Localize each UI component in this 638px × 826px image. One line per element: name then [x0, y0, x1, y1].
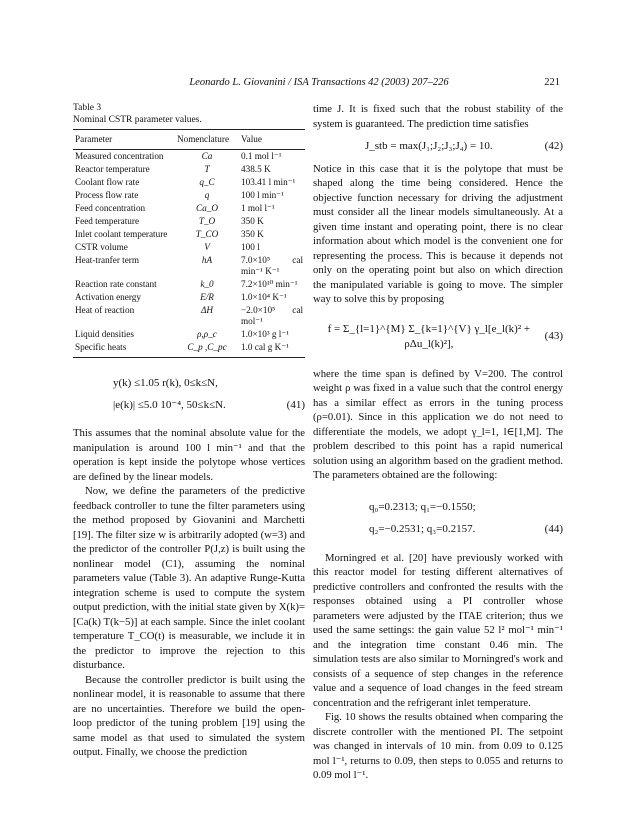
paragraph: Now, we define the parameters of the predictive feedback controller to tune the filter parameters using the method proposed by Giovanini and Marchetti [19]. The filter size w is arbitrarily adopted (w=3) and the predictor of the controller P(J,z) is built using the nonlinear model (C1), assuming the nominal parameters value (Table 3). An adaptive Runge-Kutta integration scheme is used to compute the system output prediction, with the initial state given by X(k)=[Ca(k) T(k−5)] at each sample. Since the inlet coolant temperature T_CO(t) is measurable, we include it in the predictor to improve the rejection to this disturbance.	[73, 485, 305, 671]
value-cell: 350 K	[241, 216, 264, 226]
table-title: Nominal CSTR parameter values.	[73, 115, 202, 125]
table-row	[73, 189, 305, 202]
value-cell: 7.0×10⁵ cal min⁻¹ K⁻¹	[241, 255, 303, 276]
parameter-cell: Feed temperature	[75, 216, 140, 226]
table-row	[73, 241, 305, 254]
table-row	[73, 163, 305, 176]
paragraph: Because the controller predictor is built using the nonlinear model, it is reasonable to assume that there are no uncertainties. Therefore we build the open-loop predictor of the tuning problem [19] using the same model as that used to simulated the system output. Finally, we choose the prediction	[73, 673, 305, 758]
nomenclature-cell: Ca_O	[196, 203, 218, 213]
equation-42	[313, 139, 563, 154]
nomenclature-cell: hA	[201, 255, 213, 265]
value-cell: 1.0×10³ g l⁻¹	[241, 329, 289, 339]
equation-line: |e(k)| ≤5.0 10⁻⁴, 50≤k≤N.	[113, 398, 226, 411]
value-cell: 1.0 cal g K⁻¹	[239, 341, 305, 358]
table-caption	[73, 102, 305, 126]
right-column	[313, 102, 563, 783]
column-header: Nomenclature	[175, 130, 239, 150]
table-row	[73, 228, 305, 241]
paragraph: time J. It is fixed such that the robust stability of the system is guaranteed. The prediction time satisfies	[313, 103, 563, 130]
nomenclature-cell: E/R	[200, 292, 214, 302]
nomenclature-cell: V	[204, 242, 210, 252]
parameter-cell: Measured concentration	[75, 151, 164, 161]
parameter-cell: Activation energy	[75, 292, 141, 302]
value-cell: 0.1 mol l⁻¹	[241, 151, 282, 161]
paragraph: This assumes that the nominal absolute value for the manipulation is around 100 l min⁻¹ and that the operation is kept inside the polytope whose vertices are defined by the linear models.	[73, 427, 305, 483]
equation-41	[73, 372, 305, 416]
paragraph: Morningred et al. [20] have previously worked with this reactor model for testing different alternatives of predictive controllers and confronted the results with the responses obtained using a PI controller whose parameters were adjusted by the ITAE criterion; thus we used the same settings: the gain value 52 l² mol⁻¹ min⁻¹ and the integration time constant 0.46 min. The simulation tests are also similar to Morningred's work and consists of a sequence of step changes in the reference value and a sequence of load changes in the feed stream concentration and the refrigerant inlet temperature.	[313, 551, 563, 709]
parameter-cell: Specific heats	[73, 341, 175, 358]
page-number: 221	[544, 77, 560, 88]
paragraph: Fig. 10 shows the results obtained when comparing the discrete controller with the mentioned PI. The setpoint was changed in intervals of 10 min. from 0.09 to 0.125 mol l⁻¹, returns to 0.09, then steps to 0.055 and returns to 0.09 mol l⁻¹.	[313, 711, 563, 781]
table-row	[73, 202, 305, 215]
value-cell: 100 l min⁻¹	[241, 190, 284, 200]
equation-body: f = Σ_{l=1}^{M} Σ_{k=1}^{V} γ_l[e_l(k)² + ρΔu_l(k)²],	[327, 323, 531, 350]
parameter-cell: Reaction rate constant	[75, 279, 157, 289]
paragraph: where the time span is defined by V=200. The control weight ρ was fixed in a value such that the control energy has a similar effect as errors in the tuning process (ρ=0.01). Since in this application we do not need to differentiate the models, we adopt γ_l=1, l∈[1,M]. The problem described to this point has a rapid numerical solution using an algorithm based on the gradient method. The parameters obtained are the following:	[313, 367, 563, 481]
left-column	[73, 102, 305, 760]
equation-43	[313, 317, 563, 357]
nomenclature-cell: T_CO	[195, 229, 219, 239]
equation-line: q₀=0.2313; q₁=−0.1550;	[369, 501, 476, 514]
table-row	[73, 176, 305, 189]
table-row	[73, 328, 305, 341]
equation-number: (44)	[544, 523, 563, 536]
parameter-cell: Heat of reaction	[75, 305, 135, 315]
nomenclature-cell: C_p ,C_pc	[175, 341, 239, 358]
table-row	[73, 150, 305, 164]
equation-line: y(k) ≤1.05 r(k), 0≤k≤N,	[113, 376, 218, 389]
equation-line: q₂=−0.2531; q₃=0.2157.	[369, 523, 476, 536]
nomenclature-cell: k_0	[200, 279, 214, 289]
value-cell: −2.0×10⁵ cal mol⁻¹	[241, 305, 303, 326]
equation-44	[313, 497, 563, 541]
parameter-cell: Feed concentration	[75, 203, 146, 213]
value-cell: 350 K	[241, 229, 264, 239]
column-header: Parameter	[73, 130, 175, 150]
table-row	[73, 254, 305, 278]
value-cell: 100 l	[241, 242, 260, 252]
column-header: Value	[239, 130, 305, 150]
value-cell: 438.5 K	[241, 164, 271, 174]
equation-number: (42)	[544, 140, 563, 152]
nomenclature-cell: q_C	[199, 177, 215, 187]
nomenclature-cell: ρ,ρ_c	[197, 329, 217, 339]
parameter-table	[73, 129, 305, 358]
table-label: Table 3	[73, 103, 102, 113]
table-row	[73, 341, 305, 358]
nomenclature-cell: T	[204, 164, 210, 174]
parameter-cell: Heat-tranfer term	[75, 255, 140, 265]
nomenclature-cell: q	[204, 190, 210, 200]
parameter-cell: Liquid densities	[75, 329, 134, 339]
value-cell: 1.0×10⁴ K⁻¹	[241, 292, 287, 302]
parameter-cell: Process flow rate	[75, 190, 139, 200]
journal-citation: Leonardo L. Giovanini / ISA Transactions 42 (2003) 207–226	[189, 77, 449, 88]
running-header	[0, 77, 638, 93]
table-row	[73, 278, 305, 291]
parameter-cell: Inlet coolant temperature	[75, 229, 168, 239]
value-cell: 7.2×10¹⁰ min⁻¹	[241, 279, 298, 289]
nomenclature-cell: T_O	[198, 216, 216, 226]
nomenclature-cell: ΔH	[200, 305, 214, 315]
table-row	[73, 215, 305, 228]
table-row	[73, 291, 305, 304]
equation-number: (41)	[286, 398, 305, 411]
equation-body: J_stb = max(J₁;J₂;J₃;J₄) = 10.	[365, 140, 493, 152]
nomenclature-cell: Ca	[201, 151, 213, 161]
parameter-cell: Coolant flow rate	[75, 177, 140, 187]
parameter-cell: CSTR volume	[75, 242, 128, 252]
table-row	[73, 304, 305, 328]
value-cell: 1 mol l⁻¹	[241, 203, 275, 213]
paragraph: Notice in this case that it is the polytope that must be shaped along the time being considered. Hence the objective function necessary for driving the adjustment must consider all the linear models simultaneously. At a given time instant and operating point, there is no clear information about which model is the convenient one for representing the process. This is because it depends not only on the operating point but also on which direction the manipulated variable is going to move. The simpler way to solve this by proposing	[313, 162, 563, 305]
value-cell: 103.41 l min⁻¹	[241, 177, 296, 187]
equation-number: (43)	[544, 330, 563, 343]
parameter-cell: Reactor temperature	[75, 164, 150, 174]
